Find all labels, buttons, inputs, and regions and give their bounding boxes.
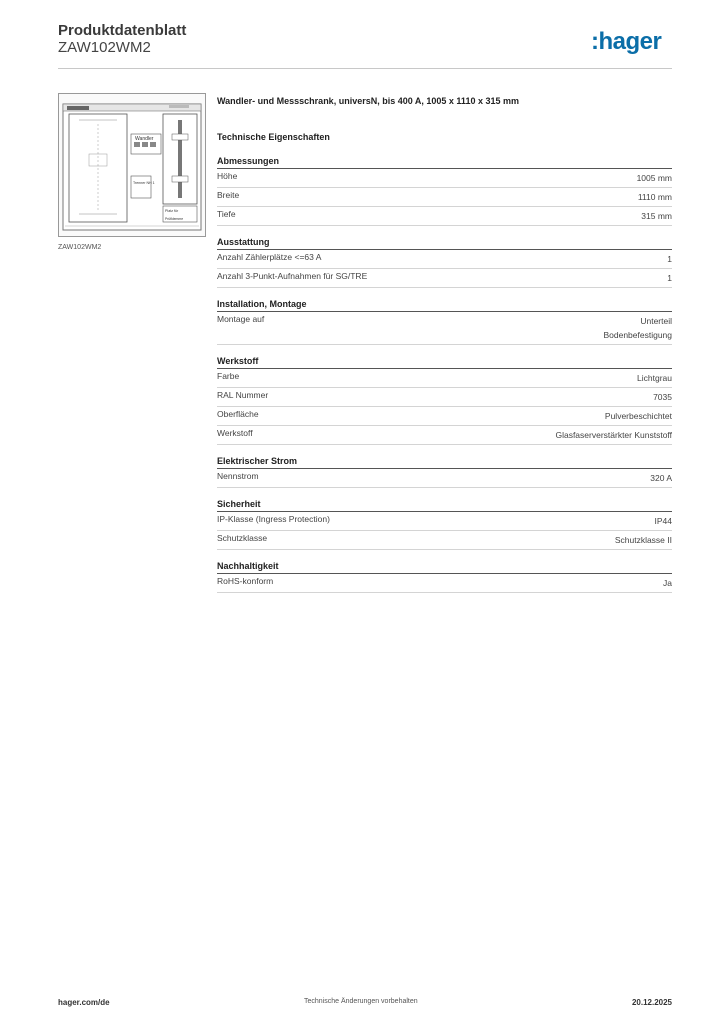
spec-value-line: 1005 mm [636,173,672,183]
spec-label: Nennstrom [217,471,259,481]
page-title: Produktdatenblatt [58,22,187,39]
spec-value [637,371,672,385]
product-details [217,96,672,604]
spec-section [217,237,672,288]
spec-label: RoHS-konform [217,576,274,586]
spec-label: Farbe [217,371,240,381]
spec-row [217,512,672,531]
product-drawing [58,93,206,237]
spec-value [667,252,672,266]
spec-label: Montage auf [217,314,265,324]
footer-date: 20.12.2025 [631,998,672,1007]
spec-value [655,514,673,528]
spec-label: Breite [217,190,240,200]
spec-value [650,471,672,485]
section-heading: Installation, Montage [217,299,672,312]
spec-label: Anzahl 3-Punkt-Aufnahmen für SG/TRE [217,271,368,281]
nh-label: Trenner NH 1 [133,181,155,185]
section-heading: Sicherheit [217,499,672,512]
spec-value-line: 1 [667,273,672,283]
spec-value-line: 1 [667,254,672,264]
spec-row [217,469,672,488]
spec-row [217,574,672,593]
spec-value-line: Ja [663,578,672,588]
spec-label: IP-Klasse (Ingress Protection) [217,514,330,524]
spec-row [217,407,672,426]
section-heading: Elektrischer Strom [217,456,672,469]
spec-value [603,314,672,342]
spec-row [217,369,672,388]
spec-section [217,499,672,550]
spec-row [217,250,672,269]
section-heading: Werkstoff [217,356,672,369]
spec-row [217,269,672,288]
footer-note: Technische Änderungen vorbehalten [304,998,418,1005]
spec-row [217,388,672,407]
cabinet-drawing-icon [59,94,205,236]
pruefklemme-label: Prüfklemme [165,217,184,221]
spec-value-line: Lichtgrau [637,373,672,383]
spec-value [637,171,672,185]
wandler-label: Wandler [135,136,154,142]
spec-value [663,576,672,590]
tech-heading: Technische Eigenschaften [217,132,330,142]
spec-value-line: IP44 [654,516,672,526]
spec-label: Tiefe [217,209,236,219]
spec-label: Anzahl Zählerplätze <=63 A [217,252,322,262]
spec-label: RAL Nummer [217,390,269,400]
spec-section [217,156,672,226]
spec-value-line: Unterteil [640,316,672,326]
spec-value-line: 315 mm [641,211,672,221]
section-heading: Abmessungen [217,156,672,169]
section-heading: Nachhaltigkeit [217,561,672,574]
hager-logo: :hager [591,28,662,55]
spec-label: Schutzklasse [217,533,268,543]
spec-section [217,356,672,445]
spec-value [641,209,672,223]
spec-section [217,299,672,345]
spec-value [667,271,672,285]
spec-row [217,426,672,445]
spec-value-line: 7035 [653,392,672,402]
footer-website[interactable]: hager.com/de [58,998,110,1007]
spec-value [638,190,672,204]
spec-row [217,531,672,550]
spec-sections [217,156,672,593]
spec-value [605,409,672,423]
spec-label: Oberfläche [217,409,259,419]
spec-row [217,188,672,207]
spec-value-line: Bodenbefestigung [603,330,672,340]
product-code: ZAW102WM2 [58,39,151,56]
spec-value-line: Schutzklasse II [614,535,672,545]
spec-value-line: Pulverbeschichtet [604,411,672,421]
spec-row [217,312,672,345]
spec-label: Werkstoff [217,428,253,438]
product-title: Wandler- und Messschrank, universN, bis 400 A, 1005 x 1110 x 315 mm [217,96,519,106]
spec-row [217,169,672,188]
spec-value [653,390,672,404]
image-caption: ZAW102WM2 [58,244,102,251]
spec-value-line: Glasfaserverstärkter Kunststoff [555,430,672,440]
header-divider [58,68,672,69]
spec-label: Höhe [217,171,238,181]
section-heading: Ausstattung [217,237,672,250]
spec-value [555,428,672,442]
spec-value-line: 320 A [650,473,672,483]
spec-row [217,207,672,226]
platz-label: Platz für [165,209,179,213]
spec-section [217,456,672,488]
spec-value [615,533,672,547]
spec-section [217,561,672,593]
spec-value-line: 1110 mm [637,192,672,202]
